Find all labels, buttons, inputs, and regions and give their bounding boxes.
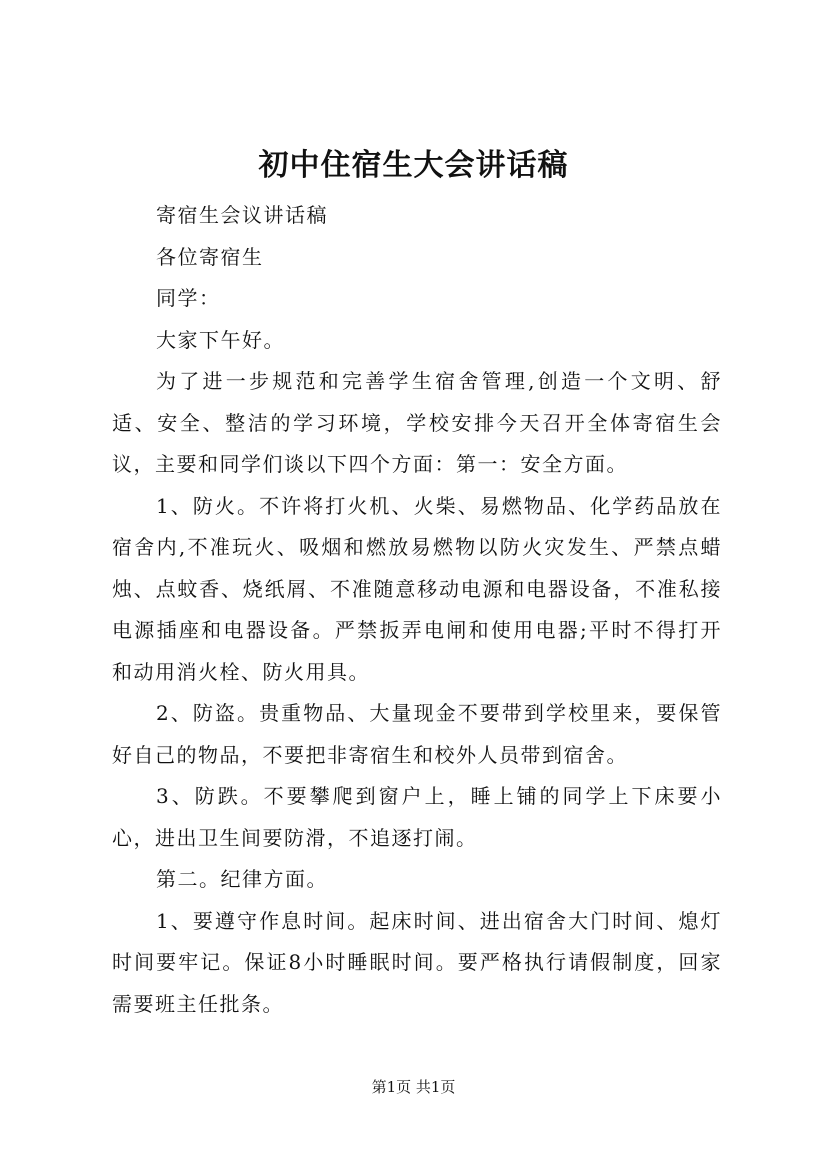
document-body (112, 195, 722, 1025)
paragraph: 1、防火。不许将打火机、火柴、易燃物品、化学药品放在宿舍内,不准玩火、吸烟和燃放易燃物以防火灾发生、严禁点蜡烛、点蚊香、烧纸屑、不准随意移动电源和电器设备，不准私接电源插座和电器设备。严禁扳弄电闸和使用电器;平时不得打开和动用消火栓、防火用具。 (112, 493, 722, 684)
paragraph: 第二。纪律方面。 (156, 867, 328, 891)
paragraph: 为了进一步规范和完善学生宿舍管理,创造一个文明、舒适、安全、整洁的学习环境，学校安排今天召开全体寄宿生会议，主要和同学们谈以下四个方面：第一：安全方面。 (112, 369, 722, 476)
paragraph: 2、防盗。贵重物品、大量现金不要带到学校里来，要保管好自己的物品，不要把非寄宿生和校外人员带到宿舍。 (112, 701, 722, 767)
paragraph: 各位寄宿生 (156, 244, 264, 269)
page-footer: 第1页 共1页 (371, 1078, 456, 1096)
paragraph: 3、防跌。不要攀爬到窗户上，睡上铺的同学上下床要小心，进出卫生间要防滑，不追逐打闹。 (112, 784, 722, 850)
paragraph: 1、要遵守作息时间。起床时间、进出宿舍大门时间、熄灯时间要牢记。保证8小时睡眠时间。要严格执行请假制度，回家需要班主任批条。 (112, 908, 722, 1016)
document-title: 初中住宿生大会讲话稿 (258, 148, 569, 183)
paragraph: 大家下午好。 (156, 327, 285, 352)
paragraph: 同学： (156, 286, 221, 310)
paragraph: 寄宿生会议讲话稿 (156, 203, 328, 227)
